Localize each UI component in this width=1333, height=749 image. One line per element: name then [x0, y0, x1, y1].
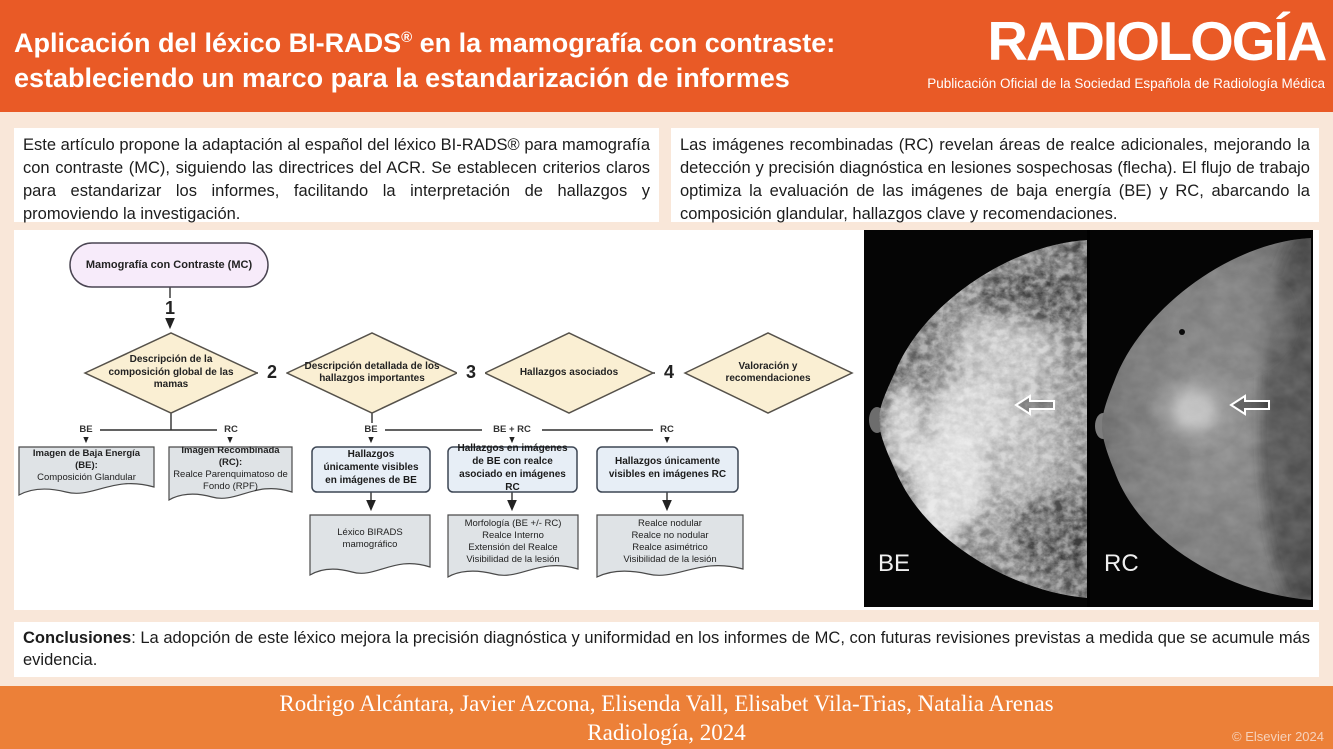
footer-journal: Radiología, 2024 [587, 720, 746, 745]
journal-subtitle: Publicación Oficial de la Sociedad Española de Radiología Médica [927, 76, 1325, 91]
mammogram-images [864, 230, 1313, 607]
doc-be-composition-text: Imagen de Baja Energía (BE): Composición Glandular [32, 448, 141, 483]
branch1-label-rc: RC [217, 423, 245, 437]
box-findings-rc-label: Hallazgos únicamente visibles en imágenes RC [608, 455, 727, 480]
doc-rc-rpf-text: Imagen Recombinada (RC): Realce Parenquimatoso de Fondo (RPF) [173, 445, 288, 492]
rc-image-label: RC [1104, 550, 1139, 577]
doc-enhancement-text: Realce nodular Realce no nodular Realce asimétrico Visibilidad de la lesión [623, 518, 717, 565]
diamond-label-3: Hallazgos asociados [519, 366, 619, 378]
header-band [0, 0, 1333, 112]
footer-authors: Rodrigo Alcántara, Javier Azcona, Elisenda Vall, Elisabet Vila-Trias, Natalia Arenas [279, 691, 1054, 716]
branch2-label-rc: RC [653, 423, 681, 437]
footer-band [0, 686, 1333, 749]
page-title [14, 20, 914, 96]
journal-logo-block [905, 8, 1325, 92]
conclusions-heading: Conclusiones [23, 629, 132, 647]
step-number-4: 4 [655, 362, 683, 382]
diamond-label-1: Descripción de la composición global de las mamas [108, 354, 234, 391]
intro-paragraph-left: Este artículo propone la adaptación al español del léxico BI-RADS® para mamografía con contraste (MC), siguiendo las directrices del ACR. Se establecen criterios claros para estandarizar los informes, facilitando la interpretación de hallazgos y promoviendo la investigación. [14, 128, 659, 222]
doc-lexicon-text: Léxico BIRADS mamográfico [337, 527, 403, 550]
intro-paragraph-right: Las imágenes recombinadas (RC) revelan áreas de realce adicionales, mejorando la detección y precisión diagnóstica en lesiones sospechosas (flecha). El flujo de trabajo optimiza la evaluación de las imágenes de baja energía (BE) y RC, abarcando la composición glandular, hallazgos clave y recomendaciones. [671, 128, 1319, 222]
box-findings-be-label: Hallazgos únicamente visibles en imágenes de BE [323, 449, 419, 486]
doc-morphology-text: Morfología (BE +/- RC) Realce Interno Extensión del Realce Visibilidad de la lesión [464, 518, 562, 565]
footer-copyright: © Elsevier 2024 [1232, 729, 1324, 744]
step-number-3: 3 [457, 362, 485, 382]
branch1-label-be: BE [72, 423, 100, 437]
mammogram-be [864, 230, 1087, 607]
be-image-label: BE [878, 550, 911, 577]
mammogram-rc [1090, 230, 1313, 607]
step-number-1: 1 [155, 298, 185, 318]
branch2-label-be: BE [357, 423, 385, 437]
conclusions-text: : La adopción de este léxico mejora la precisión diagnóstica y uniformidad en los informes de MC, con futuras revisiones previstas a medida que se acumule más evidencia. [23, 629, 1310, 669]
registered-mark: ® [401, 29, 413, 46]
diamond-label-2: Descripción detallada de los hallazgos importantes [304, 360, 440, 384]
step-number-2: 2 [258, 362, 286, 382]
box-findings-be-rc-label: Hallazgos en imágenes de BE con realce asociado en imágenes RC [457, 442, 568, 493]
diamond-label-4: Valoración y recomendaciones [725, 360, 811, 384]
title-line1: Aplicación del léxico BI-RADS® en la mamografía con contraste: [14, 28, 836, 58]
skin-marker-dot [1179, 329, 1185, 335]
title-line2: estableciendo un marco para la estandarización de informes [14, 63, 790, 93]
root-node-label: Mamografía con Contraste (MC) [85, 259, 253, 271]
conclusions-box [14, 622, 1319, 677]
branch2-label-be-rc: BE + RC [482, 423, 542, 437]
journal-logo: RADIOLOGÍA [986, 10, 1325, 72]
